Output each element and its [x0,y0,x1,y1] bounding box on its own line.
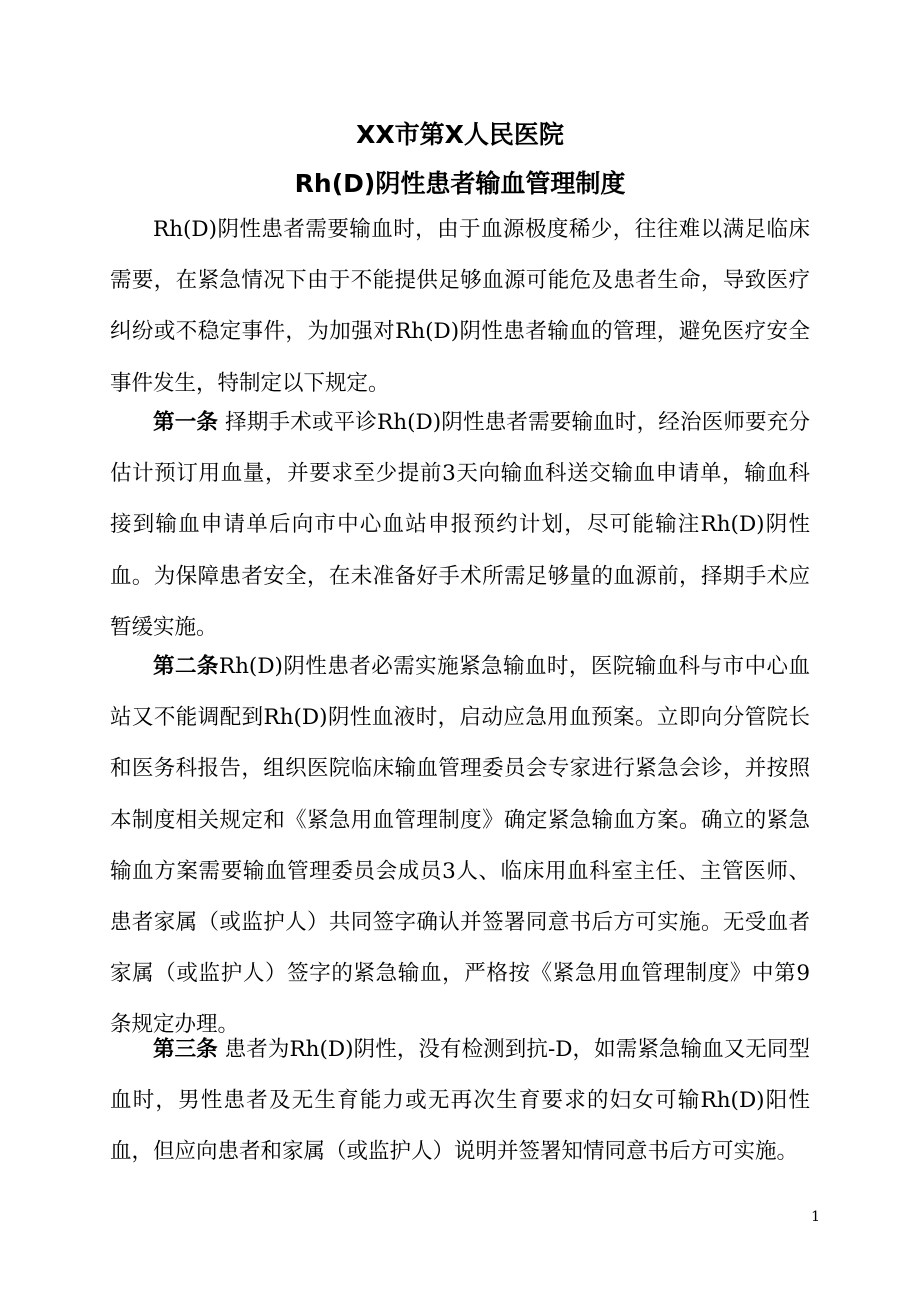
hospital-name-title: XX市第X人民医院 [356,120,564,149]
page-number: 1 [811,1209,820,1225]
article-2-paragraph [110,641,810,1051]
article-2-label: 第二条 [153,654,219,679]
article-1-paragraph [110,397,810,653]
article-1-text: 择期手术或平诊Rh(D)阴性患者需要输血时，经治医师要充分估计预订用血量，并要求至少提前3天向输血科送交输血申请单，输血科接到输血申请单后向市中心血站申报预约计划，尽可能输注Rh(D)阴性血。为保障患者安全，在未准备好手术所需足够量的血源前，择期手术应暂缓实施。 [110,410,810,640]
article-3-text: 患者为Rh(D)阴性，没有检测到抗-D，如需紧急输血又无同型血时，男性患者及无生育能力或无再次生育要求的妇女可输Rh(D)阳性血，但应向患者和家属（或监护人）说明并签署知情同意书后方可实施。 [110,1037,810,1165]
article-1-label: 第一条 [153,410,219,435]
intro-paragraph: Rh(D)阴性患者需要输血时，由于血源极度稀少，往往难以满足临床需要，在紧急情况下由于不能提供足够血源可能危及患者生命，导致医疗纠纷或不稳定事件，为加强对Rh(D)阴性患者输血的管理，避免医疗安全事件发生，特制定以下规定。 [110,217,810,396]
article-3-label: 第三条 [153,1037,218,1062]
regulation-title: Rh(D)阴性患者输血管理制度 [294,169,626,198]
article-3-paragraph [110,1024,810,1178]
article-2-text: Rh(D)阴性患者必需实施紧急输血时，医院输血科与市中心血站又不能调配到Rh(D)阴性血液时，启动应急用血预案。立即向分管院长和医务科报告，组织医院临床输血管理委员会专家进行紧急会诊，并按照本制度相关规定和《紧急用血管理制度》确定紧急输血方案。确立的紧急输血方案需要输血管理委员会成员3人、临床用血科室主任、主管医师、患者家属（或监护人）共同签字确认并签署同意书后方可实施。无受血者家属（或监护人）签字的紧急输血，严格按《紧急用血管理制度》中第9条规定办理。 [110,654,810,1038]
